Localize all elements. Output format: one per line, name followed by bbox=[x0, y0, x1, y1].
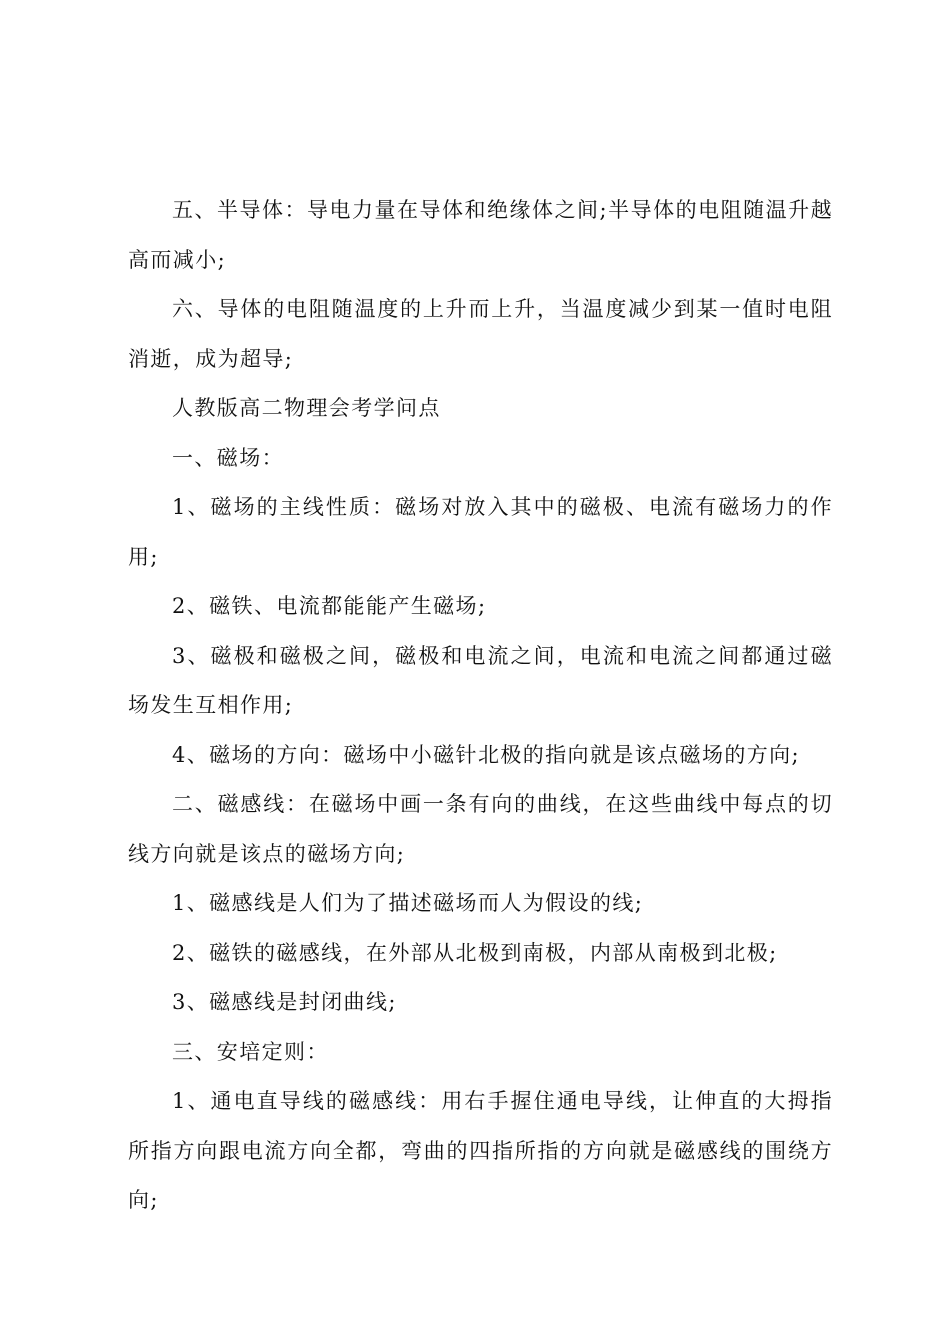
paragraph-superconductor: 六、导体的电阻随温度的上升而上升，当温度减少到某一值时电阻消逝，成为超导; bbox=[128, 297, 833, 371]
section-title: 人教版高二物理会考学问点 bbox=[172, 396, 441, 420]
paragraph-semiconductor: 五、半导体：导电力量在导体和绝缘体之间;半导体的电阻随温升越高而减小; bbox=[128, 198, 833, 272]
paragraph-straight-wire-rule: 1、通电直导线的磁感线：用右手握住通电导线，让伸直的大拇指所指方向跟电流方向全都，弯曲的四指所指的方向就是磁感线的围绕方向; bbox=[128, 1089, 833, 1212]
paragraph-field-direction: 4、磁场的方向：磁场中小磁针北极的指向就是该点磁场的方向; bbox=[172, 742, 801, 767]
paragraph-field-sources: 2、磁铁、电流都能能产生磁场; bbox=[172, 594, 487, 618]
paragraph-field-property: 1、磁场的主线性质：磁场对放入其中的磁极、电流有磁场力的作用; bbox=[128, 495, 833, 569]
heading-ampere-rule: 三、安培定则： bbox=[172, 1039, 329, 1064]
document-body bbox=[128, 186, 833, 1226]
paragraph-magnet-field-lines: 2、磁铁的磁感线，在外部从北极到南极，内部从南极到北极; bbox=[172, 940, 778, 965]
heading-magnetic-field: 一、磁场： bbox=[172, 445, 284, 470]
paragraph-closed-curves: 3、磁感线是封闭曲线; bbox=[172, 990, 397, 1014]
paragraph-field-lines-assumed: 1、磁感线是人们为了描述磁场而人为假设的线; bbox=[172, 891, 644, 915]
paragraph-field-interaction: 3、磁极和磁极之间，磁极和电流之间，电流和电流之间都通过磁场发生互相作用; bbox=[128, 643, 833, 717]
heading-field-lines: 二、磁感线：在磁场中画一条有向的曲线，在这些曲线中每点的切线方向就是该点的磁场方向; bbox=[128, 792, 833, 866]
